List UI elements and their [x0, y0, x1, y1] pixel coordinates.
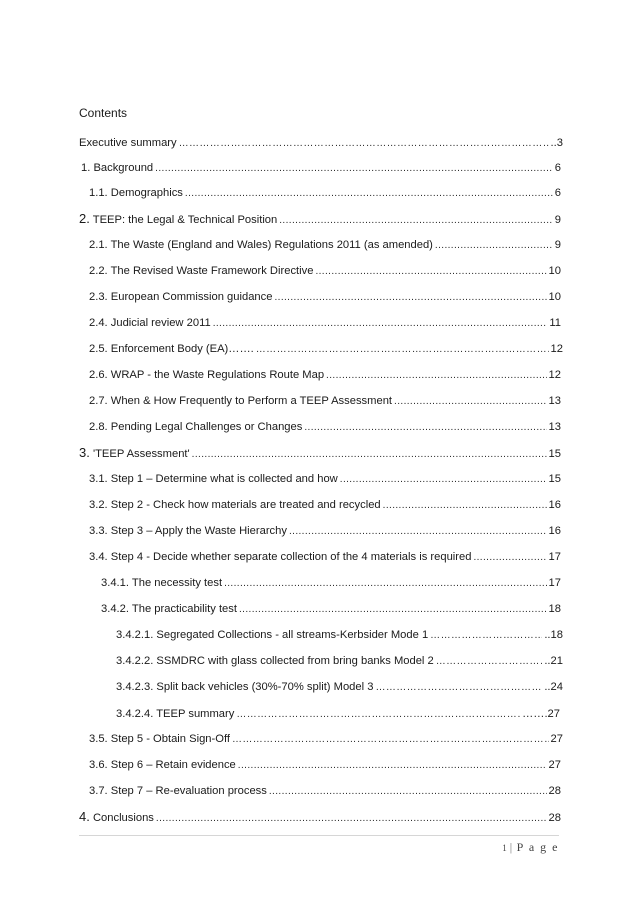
- toc-dot-leader: [430, 628, 542, 644]
- toc-entry-text: 3.4.2.4. TEEP summary: [116, 708, 235, 720]
- toc-entry[interactable]: [89, 263, 561, 279]
- toc-dot-leader: [375, 680, 542, 696]
- toc-entry-title: [89, 393, 392, 409]
- toc-entry-page: 10: [548, 265, 561, 277]
- toc-entry-page: 28: [548, 812, 561, 824]
- toc-dot-leader: [279, 213, 553, 229]
- toc-entry-text: 2.3. European Commission guidance: [89, 291, 273, 303]
- toc-entry[interactable]: [89, 367, 561, 383]
- footer-page-number: 1: [502, 843, 507, 853]
- toc-entry-page: 17: [548, 551, 561, 563]
- page-footer: [502, 840, 559, 855]
- toc-dot-leader: [289, 524, 547, 540]
- toc-entry[interactable]: [79, 211, 561, 227]
- toc-entry-page: 12: [548, 369, 561, 381]
- toc-entry[interactable]: [89, 393, 561, 409]
- footer-separator: |: [509, 840, 514, 854]
- toc-entry-text: 3.4. Step 4 - Decide whether separate collection of the 4 materials is required: [89, 551, 472, 563]
- toc-entry[interactable]: [89, 341, 563, 357]
- toc-dot-leader: [269, 784, 547, 800]
- toc-entry-text: 2.5. Enforcement Body (EA)…….: [89, 343, 254, 355]
- toc-entry[interactable]: [89, 237, 561, 253]
- toc-entry-text: 3.4.2.3. Split back vehicles (30%-70% split) Model 3: [116, 681, 374, 693]
- toc-dot-leader: [238, 758, 547, 774]
- toc-entry-page: 16: [548, 499, 561, 511]
- toc-entry-number: 4.: [79, 809, 90, 824]
- toc-entry-page: 12: [550, 343, 563, 355]
- toc-entry-page: 16: [548, 525, 561, 537]
- toc-entry-page: 6: [554, 187, 561, 199]
- toc-entry-title: [79, 809, 154, 826]
- toc-entry[interactable]: [116, 653, 563, 669]
- toc-dot-leader: [213, 316, 548, 332]
- toc-dot-leader: [232, 732, 549, 748]
- toc-entry-page: …….27: [522, 708, 560, 720]
- toc-entry-text: 3.7. Step 7 – Re-evaluation process: [89, 785, 267, 797]
- toc-dot-leader: [315, 264, 546, 280]
- toc-entry-title: [89, 315, 211, 331]
- toc-entry-title: [89, 237, 433, 253]
- toc-entry[interactable]: [116, 706, 560, 722]
- toc-dot-leader: [224, 576, 546, 592]
- toc-entry-page: 27: [548, 759, 561, 771]
- toc-entry[interactable]: [101, 601, 561, 617]
- toc-entry-number: 3.: [79, 445, 90, 460]
- toc-dot-leader: [383, 498, 547, 514]
- toc-heading: Contents: [79, 106, 128, 120]
- toc-entry-title: [89, 185, 183, 201]
- toc-dot-leader: [274, 290, 546, 306]
- toc-entry[interactable]: [79, 135, 563, 151]
- toc-entry-title: [116, 706, 234, 722]
- toc-dot-leader: [435, 238, 553, 254]
- toc-entry-text: TEEP: the Legal & Technical Position: [89, 214, 278, 226]
- toc-entry-title: [101, 575, 222, 591]
- toc-entry-title: [89, 731, 230, 747]
- toc-entry[interactable]: [81, 160, 561, 176]
- toc-dot-leader: [185, 186, 553, 202]
- toc-entry-page: 10: [548, 291, 561, 303]
- toc-entry-title: [89, 523, 287, 539]
- toc-dot-leader: [473, 550, 546, 566]
- toc-entry-text: 3.4.2.2. SSMDRC with glass collected from bring banks Model 2: [116, 655, 434, 667]
- toc-entry-title: [89, 497, 381, 513]
- toc-entry[interactable]: [89, 549, 561, 565]
- toc-entry-text: 2.6. WRAP - the Waste Regulations Route Map: [89, 369, 325, 381]
- toc-entry-page: 6: [554, 162, 561, 174]
- toc-entry-page: ..24: [544, 681, 563, 693]
- footer-page-label: P a g e: [516, 840, 559, 854]
- toc-entry-text: Executive summary: [79, 137, 177, 149]
- toc-entry[interactable]: [89, 497, 561, 513]
- toc-entry[interactable]: [89, 731, 563, 747]
- toc-entry-page: 15: [548, 448, 561, 460]
- toc-entry-title: [89, 419, 302, 435]
- toc-entry-title: [79, 135, 177, 151]
- toc-entry[interactable]: [101, 575, 561, 591]
- toc-entry-title: [89, 549, 471, 565]
- toc-entry[interactable]: [116, 679, 563, 695]
- toc-entry-page: 11: [549, 317, 561, 329]
- toc-dot-leader: [239, 602, 547, 618]
- toc-entry-page: 9: [554, 214, 561, 226]
- toc-dot-leader: [155, 161, 553, 177]
- toc-entry-title: [79, 211, 277, 228]
- toc-entry-text: 3.4.2. The practicability test: [101, 603, 237, 615]
- toc-entry-page: 18: [548, 603, 561, 615]
- toc-entry-title: [89, 289, 272, 305]
- toc-entry-title: [101, 601, 237, 617]
- toc-entry-title: [116, 653, 434, 669]
- toc-entry-title: [89, 341, 254, 357]
- toc-entry-text: 3.3. Step 3 – Apply the Waste Hierarchy: [89, 525, 287, 537]
- toc-entry-text: 3.5. Step 5 - Obtain Sign-Off: [89, 733, 230, 745]
- toc-dot-leader: [326, 368, 547, 384]
- toc-entry-title: [81, 160, 153, 176]
- toc-dot-leader: [256, 342, 549, 358]
- toc-entry[interactable]: [89, 185, 561, 201]
- toc-dot-leader: [179, 136, 549, 152]
- toc-entry-text: 1. Background: [81, 162, 154, 174]
- toc-entry-title: [89, 757, 236, 773]
- footer-divider: [79, 835, 559, 836]
- toc-entry-text: 3.4.2.1. Segregated Collections - all streams-Kerbsider Mode 1: [116, 629, 429, 641]
- toc-dot-leader: [394, 394, 547, 410]
- toc-entry-title: [89, 471, 338, 487]
- toc-entry-text: 2.8. Pending Legal Challenges or Changes: [89, 421, 303, 433]
- toc-entry-title: [89, 263, 313, 279]
- toc-entry-page: 15: [548, 473, 561, 485]
- toc-entry-title: [79, 445, 190, 462]
- toc-dot-leader: [304, 420, 546, 436]
- toc-entry-text: 2.1. The Waste (England and Wales) Regulations 2011 (as amended): [89, 239, 433, 251]
- toc-entry-text: Conclusions: [89, 812, 154, 824]
- toc-entry-page: 27: [550, 733, 563, 745]
- toc-entry[interactable]: [89, 783, 561, 799]
- toc-entry-text: 3.4.1. The necessity test: [101, 577, 223, 589]
- toc-entry[interactable]: [116, 627, 563, 643]
- toc-entry-text: 'TEEP Assessment': [89, 448, 190, 460]
- toc-entry[interactable]: [89, 289, 561, 305]
- toc-entry-page: 13: [548, 395, 561, 407]
- toc-dot-leader: [156, 811, 547, 827]
- toc-entry[interactable]: [89, 315, 561, 331]
- toc-entry[interactable]: [89, 757, 561, 773]
- toc-entry-page: ..3: [550, 137, 563, 149]
- toc-dot-leader: [236, 707, 520, 723]
- toc-entry-number: 2.: [79, 211, 90, 226]
- toc-entry-title: [89, 783, 267, 799]
- toc-entry-text: 1.1. Demographics: [89, 187, 183, 199]
- toc-entry-text: 3.2. Step 2 - Check how materials are treated and recycled: [89, 499, 381, 511]
- toc-entry-page: 17: [548, 577, 561, 589]
- toc-entry[interactable]: [89, 419, 561, 435]
- toc-dot-leader: [340, 472, 547, 488]
- toc-dot-leader: [192, 447, 547, 463]
- toc-entry-page: 28: [548, 785, 561, 797]
- toc-entry-text: 3.1. Step 1 – Determine what is collected and how: [89, 473, 338, 485]
- toc-entry-page: ..18: [544, 629, 563, 641]
- toc-entry-text: 2.2. The Revised Waste Framework Directive: [89, 265, 314, 277]
- toc-entry-text: 3.6. Step 6 – Retain evidence: [89, 759, 236, 771]
- toc-entry[interactable]: [79, 809, 561, 825]
- toc-entry-title: [89, 367, 324, 383]
- toc-entry[interactable]: [89, 471, 561, 487]
- toc-entry-text: 2.4. Judicial review 2011: [89, 317, 211, 329]
- toc-entry[interactable]: [79, 445, 561, 461]
- toc-entry-title: [116, 627, 428, 643]
- toc-entry-title: [116, 679, 373, 695]
- toc-entry-page: 13: [548, 421, 561, 433]
- toc-entry-page: 9: [554, 239, 561, 251]
- toc-entry-page: ..21: [544, 655, 563, 667]
- toc-dot-leader: [436, 654, 543, 670]
- toc-entry[interactable]: [89, 523, 561, 539]
- toc-entry-text: 2.7. When & How Frequently to Perform a TEEP Assessment: [89, 395, 393, 407]
